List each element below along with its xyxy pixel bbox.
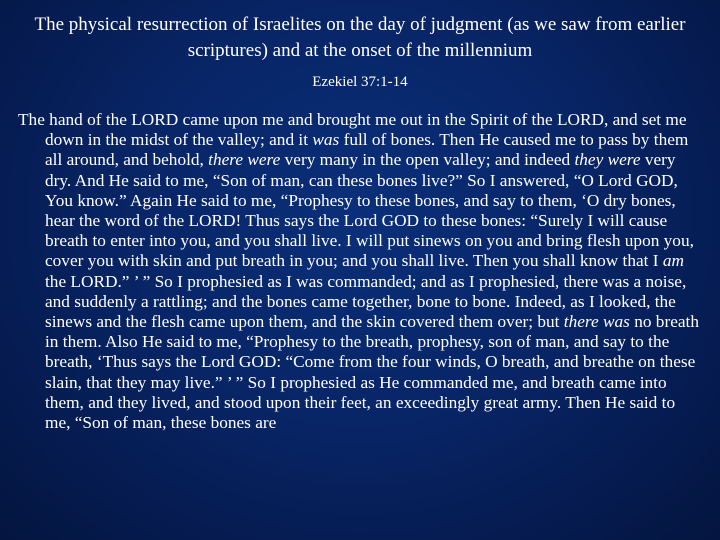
passage-segment: the LORD.” ’ ” So I prophesied as I was commanded; and as I prophesied, there was a noise, and suddenly a rattling; and the bones came together, bone to bone. Indeed, as I looked, the sinews and the flesh came upon them, and the skin covered them over; but	[45, 271, 687, 332]
slide-title: The physical resurrection of Israelites on the day of judgment (as we saw from earlier scriptures) and at the onset of the millennium	[34, 14, 686, 61]
passage-italic-segment: there were	[208, 150, 281, 170]
passage-segment: no breath in them. Also He said to me, “Prophesy to the breath, prophesy, son of man, and say to the breath, ‘Thus says the Lord GOD: “Come from the four winds, O breath, and breathe on these slain, that they may live.” ’ ” So I prophesied as He commanded me, and breath came into them, and they lived, and stood upon their feet, an exceedingly great army. Then He said to me, “Son of man, these bones are	[45, 312, 699, 433]
passage-segment: The hand of the LORD came upon me and brought me out in the Spirit of the LORD, and set me down in the midst of the valley; and it	[18, 110, 687, 150]
passage-italic-segment: there was	[563, 312, 630, 332]
passage-italic-segment: was	[312, 130, 340, 150]
passage-segment: very many in the open valley; and indeed	[280, 150, 575, 170]
scripture-reference: Ezekiel 37:1-14	[312, 74, 408, 90]
passage-segment: full of bones. Then He caused me to pass by them all around, and behold,	[45, 130, 689, 170]
passage-italic-segment: am	[662, 251, 684, 271]
scripture-passage	[18, 110, 704, 433]
passage-segment: very dry. And He said to me, “Son of man, can these bones live?” So I answered, “O Lord GOD, You know.” Again He said to me, “Prophesy to these bones, and say to them, ‘O dry bones, hear the word of the LORD! Thus says the Lord GOD to these bones: “Surely I will cause breath to enter into you, and you shall live. I will put sinews on you and bring flesh upon you, cover you with skin and put breath in you; and you shall live. Then you shall know that I	[45, 150, 694, 271]
passage-italic-segment: they were	[574, 150, 641, 170]
